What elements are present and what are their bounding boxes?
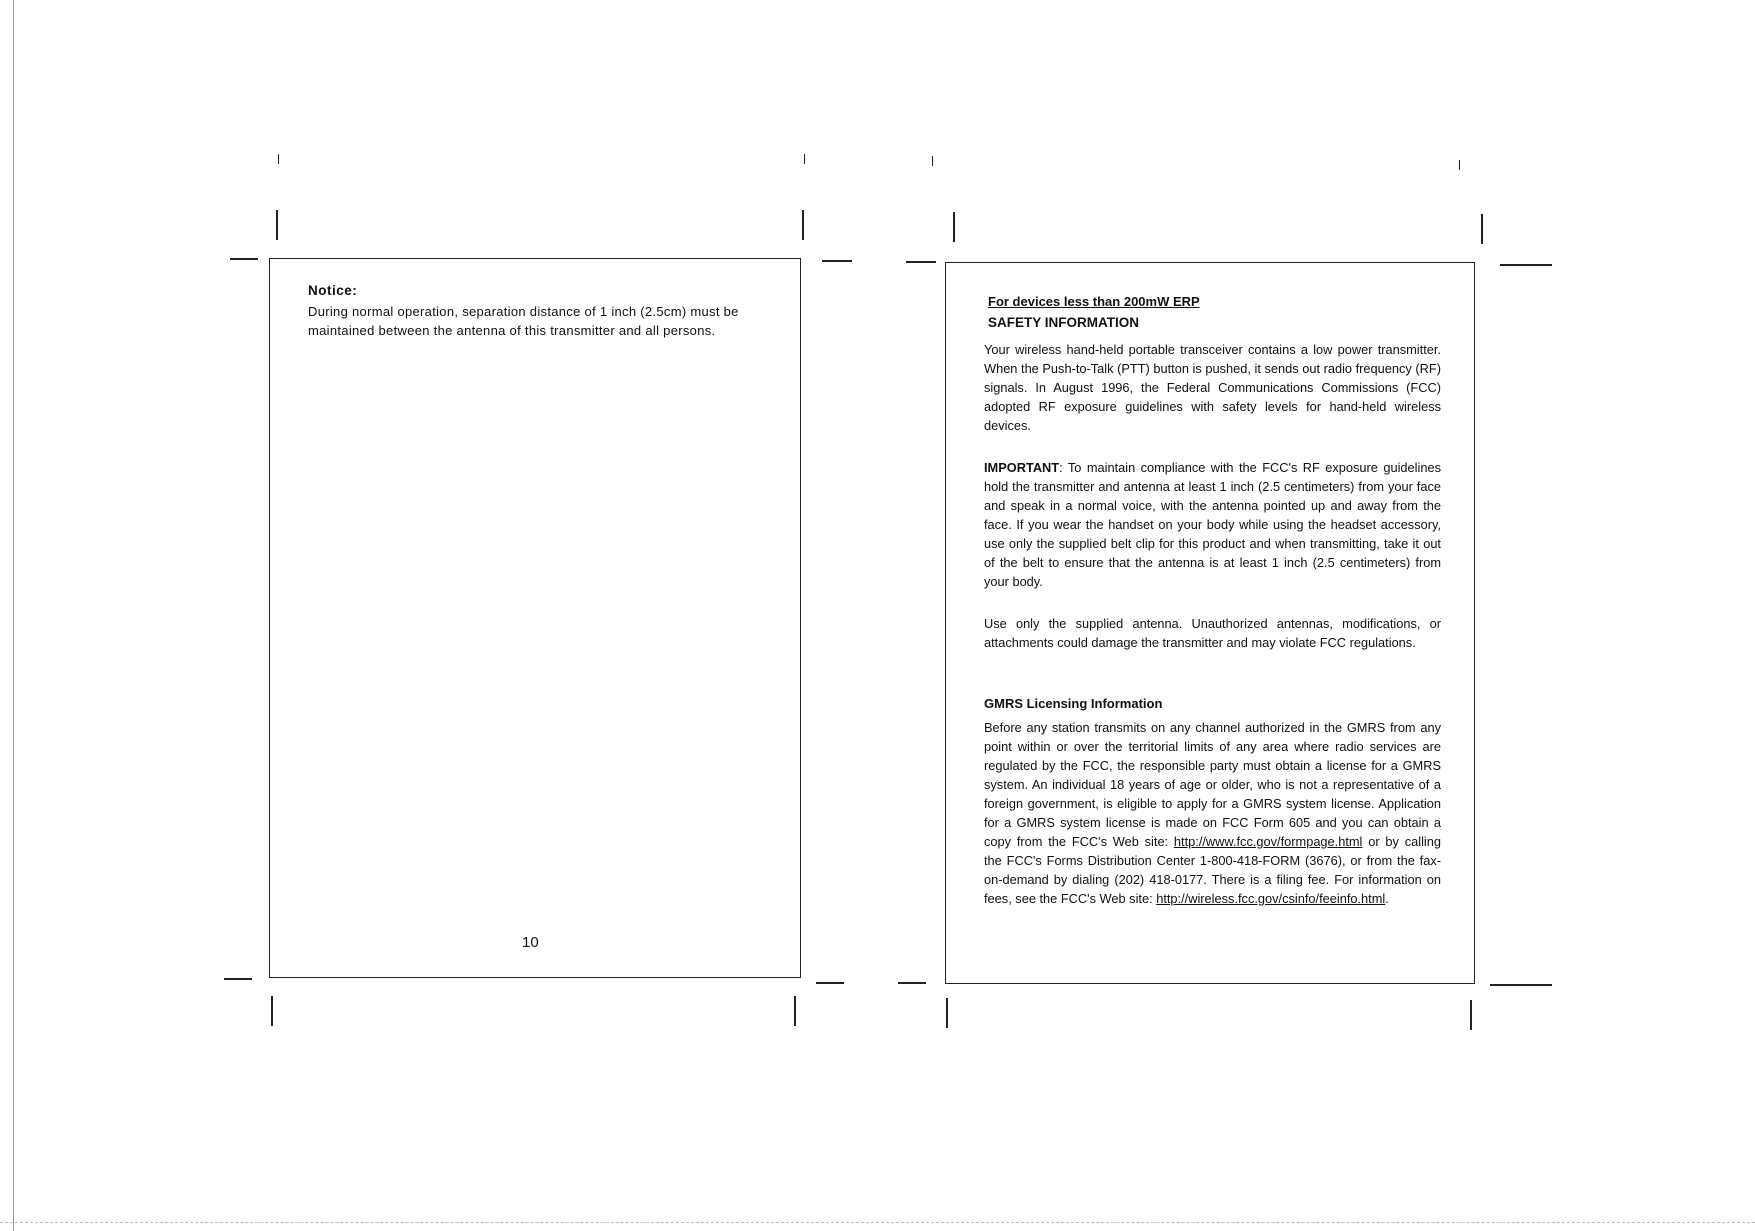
gmrs-text: or by calling the FCC's Forms Distribution Center 1-800-418-FORM (3676), or from the fax-on-demand by dialing (202) 418-0177. There is a filing fee. For information on fees, see the FCC's Web site: xyxy=(984,834,1441,906)
antenna-text: Use only the supplied antenna. Unauthorized antennas, modifications, or attachments could damage the transmitter and may violate FCC regulations. xyxy=(984,616,1441,650)
important-text: : To maintain compliance with the FCC's RF exposure guidelines hold the transmitter and antenna at least 1 inch (2.5 centimeters) from your face and speak in a normal voice, with the antenna pointed up and away from the face. If you wear the handset on your body while using the headset accessory, use only the supplied belt clip for this product and when transmitting, take it out of the belt to ensure that the antenna is at least 1 inch (2.5 centimeters) from your body. xyxy=(984,460,1441,589)
important-paragraph xyxy=(984,458,1441,591)
safety-text: Your wireless hand-held portable transceiver contains a low power transmitter. When the Push-to-Talk (PTT) button is pushed, it sends out radio frequency (RF) signals. In August 1996, the Federal Communications Commissions (FCC) adopted RF exposure guidelines with safety levels for hand-held wireless devices. xyxy=(984,342,1441,433)
crop-mark xyxy=(1459,160,1460,170)
erp-heading: For devices less than 200mW ERP xyxy=(988,294,1200,309)
antenna-paragraph xyxy=(984,614,1441,652)
crop-mark xyxy=(276,210,278,240)
important-label: IMPORTANT xyxy=(984,460,1060,475)
crop-mark xyxy=(906,261,936,263)
left-page-frame xyxy=(269,258,801,978)
crop-mark xyxy=(224,978,252,980)
crop-mark xyxy=(804,154,805,164)
page-number: 10 xyxy=(522,934,539,951)
fcc-feeinfo-link[interactable]: http://wireless.fcc.gov/csinfo/feeinfo.html xyxy=(1156,891,1386,906)
notice-text: During normal operation, separation distance of 1 inch (2.5cm) must be maintained between the antenna of this transmitter and all persons. xyxy=(308,304,739,338)
notice-title: Notice: xyxy=(308,283,358,298)
crop-mark xyxy=(1490,984,1552,986)
gmrs-heading: GMRS Licensing Information xyxy=(984,696,1163,711)
crop-mark xyxy=(1500,264,1552,266)
crop-mark xyxy=(953,212,955,242)
crop-mark xyxy=(271,996,273,1026)
crop-mark xyxy=(1481,214,1483,244)
crop-mark xyxy=(1470,1000,1472,1030)
fcc-formpage-link[interactable]: http://www.fcc.gov/formpage.html xyxy=(1173,834,1363,849)
crop-mark xyxy=(932,156,933,166)
crop-mark xyxy=(898,982,926,984)
safety-paragraph xyxy=(984,340,1441,435)
crop-mark xyxy=(278,154,279,164)
scan-bottom-line xyxy=(0,1222,1755,1224)
crop-mark xyxy=(794,996,796,1026)
crop-mark xyxy=(802,210,804,240)
scan-edge-line xyxy=(13,0,14,1231)
gmrs-text: . xyxy=(1385,891,1389,906)
gmrs-text: Before any station transmits on any channel authorized in the GMRS from any point within or over the territorial limits of any area where radio services are regulated by the FCC, the responsible party must obtain a license for a GMRS system. An individual 18 years of age or older, who is not a representative of a foreign government, is eligible to apply for a GMRS system license. Application for a GMRS system license is made on FCC Form 605 and you can obtain a copy from the FCC's Web site: xyxy=(984,720,1441,849)
crop-mark xyxy=(946,998,948,1028)
safety-heading: SAFETY INFORMATION xyxy=(988,315,1139,330)
crop-mark xyxy=(822,260,852,262)
crop-mark xyxy=(230,258,258,260)
crop-mark xyxy=(816,982,844,984)
gmrs-paragraph xyxy=(984,718,1441,908)
